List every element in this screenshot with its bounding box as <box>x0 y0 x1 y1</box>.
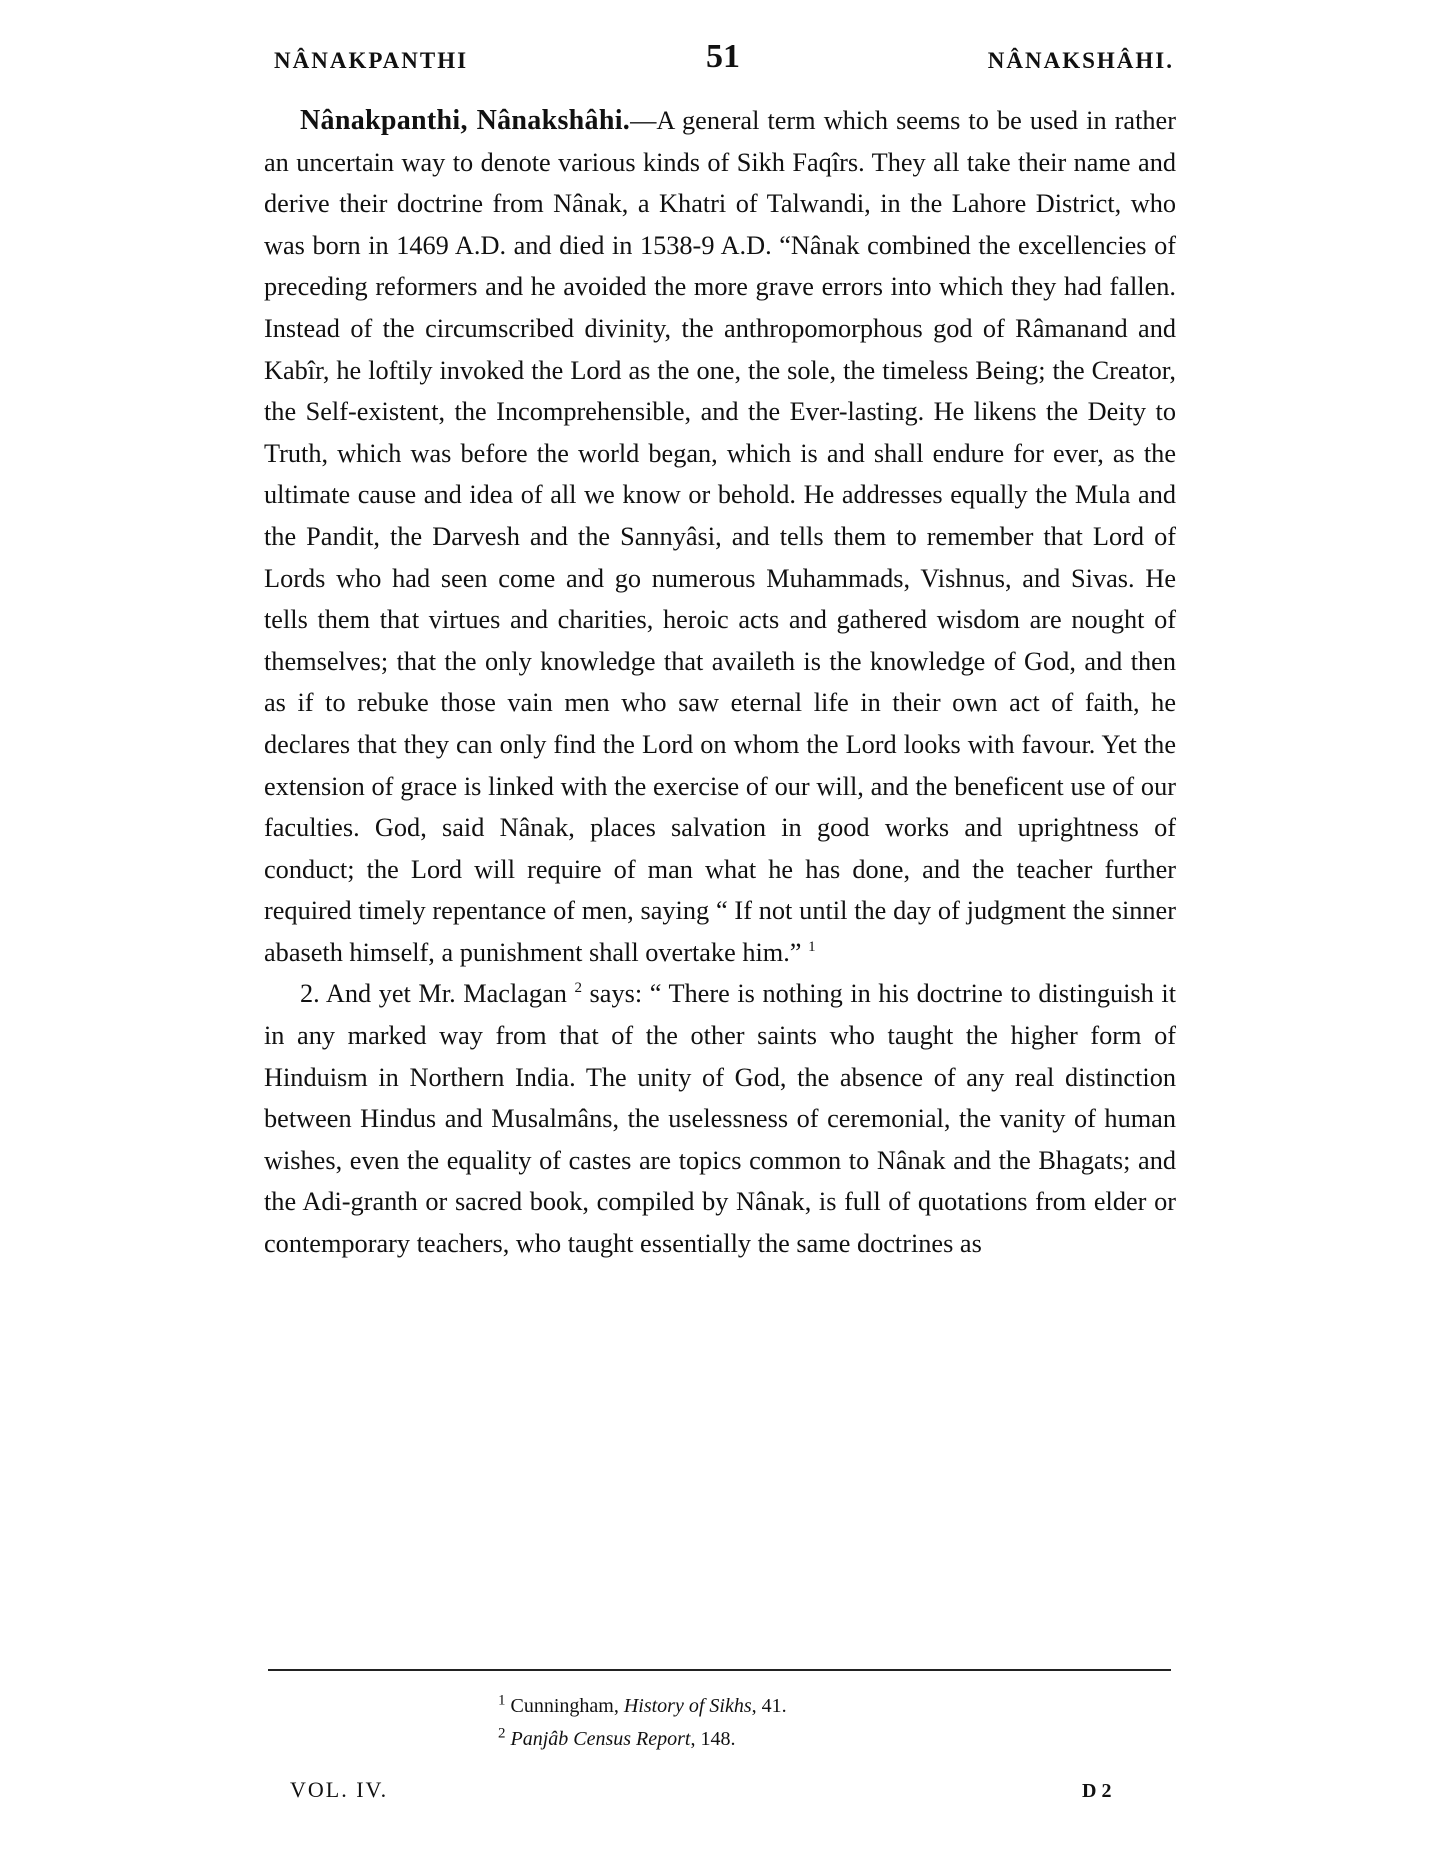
footnote-ref-1: 1 <box>808 939 816 956</box>
footnote-1-mark: 1 <box>498 1692 506 1709</box>
paragraph-1-text: —A general term which seems to be used in rather an uncertain way to denote various kinds of Sikh Faqîrs. They all take their name and derive their doctrine from Nânak, a Khatri of Talwandi, in the Lahore District, who was born in 1469 A.D. and died in 1538-9 A.D. “Nânak combined the excellencies of preceding reformers and he avoided the more grave errors into which they had fallen. Instead of the circumscribed divinity, the anthropomorphous god of Râmanand and Kabîr, he loftily invoked the Lord as the one, the sole, the timeless Being; the Creator, the Self-existent, the Incomprehensible, and the Ever-lasting. He likens the Deity to Truth, which was before the world began, which is and shall endure for ever, as the ultimate cause and idea of all we know or behold. He addresses equally the Mula and the Pandit, the Darvesh and the Sannyâsi, and tells them to remember that Lord of Lords who had seen come and go numerous Muhammads, Vishnus, and Sivas. He tells them that virtues and charities, heroic acts and gathered wisdom are nought of themselves; that the only knowledge that availeth is the knowledge of God, and then as if to rebuke those vain men who saw eternal life in their own act of faith, he declares that they can only find the Lord on whom the Lord looks with favour. Yet the extension of grace is linked with the exercise of our will, and the beneficent use of our faculties. God, said Nânak, places salvation in good works and uprightness of conduct; the Lord will require of man what he has done, and the teacher further required timely repentance of men, saying “ If not until the day of judgment the sinner abaseth himself, a punishment shall overtake him.” <box>264 106 1176 967</box>
body-text <box>264 100 1176 1265</box>
footnote-1-tail: , 41. <box>751 1695 787 1717</box>
signature-mark: D 2 <box>1082 1780 1112 1802</box>
footnote-1-text: Cunningham, <box>505 1695 624 1717</box>
footnote-1 <box>498 1690 998 1723</box>
footnote-2-tail: , 148. <box>690 1728 736 1750</box>
volume-label: VOL. IV. <box>290 1777 389 1802</box>
footnote-ref-2: 2 <box>574 980 582 997</box>
entry-headword: Nânakpanthi, Nânakshâhi. <box>300 105 631 136</box>
paragraph-2-lead: 2. And yet Mr. Maclagan <box>300 979 567 1009</box>
footnotes <box>498 1690 998 1756</box>
paragraph-2-text: says: “ There is nothing in his doctrine to distinguish it in any marked way from that of the other saints who taught the higher form of Hinduism in Northern India. The unity of God, the absence of any real distinction between Hindus and Musalmâns, the uselessness of ceremonial, the vanity of human wishes, even the equality of castes are topics common to Nânak and the Bhagats; and the Adi-granth or sacred book, compiled by Nânak, is full of quotations from elder or contemporary teachers, who taught essentially the same doctrines as <box>264 979 1176 1259</box>
running-head <box>274 38 1174 88</box>
running-head-left: NÂNAKPANTHI <box>274 48 469 73</box>
footnote-1-title: History of Sikhs <box>623 1695 752 1717</box>
page-number: 51 <box>706 38 740 75</box>
paragraph-1 <box>264 100 1176 973</box>
footnote-rule <box>268 1669 1171 1671</box>
footnote-2-title: Panjâb Census Report <box>510 1728 691 1750</box>
footnote-2-mark: 2 <box>498 1725 506 1742</box>
paragraph-2 <box>264 973 1176 1264</box>
footnote-2 <box>498 1723 998 1756</box>
running-head-right: NÂNAKSHÂHI. <box>987 48 1174 73</box>
